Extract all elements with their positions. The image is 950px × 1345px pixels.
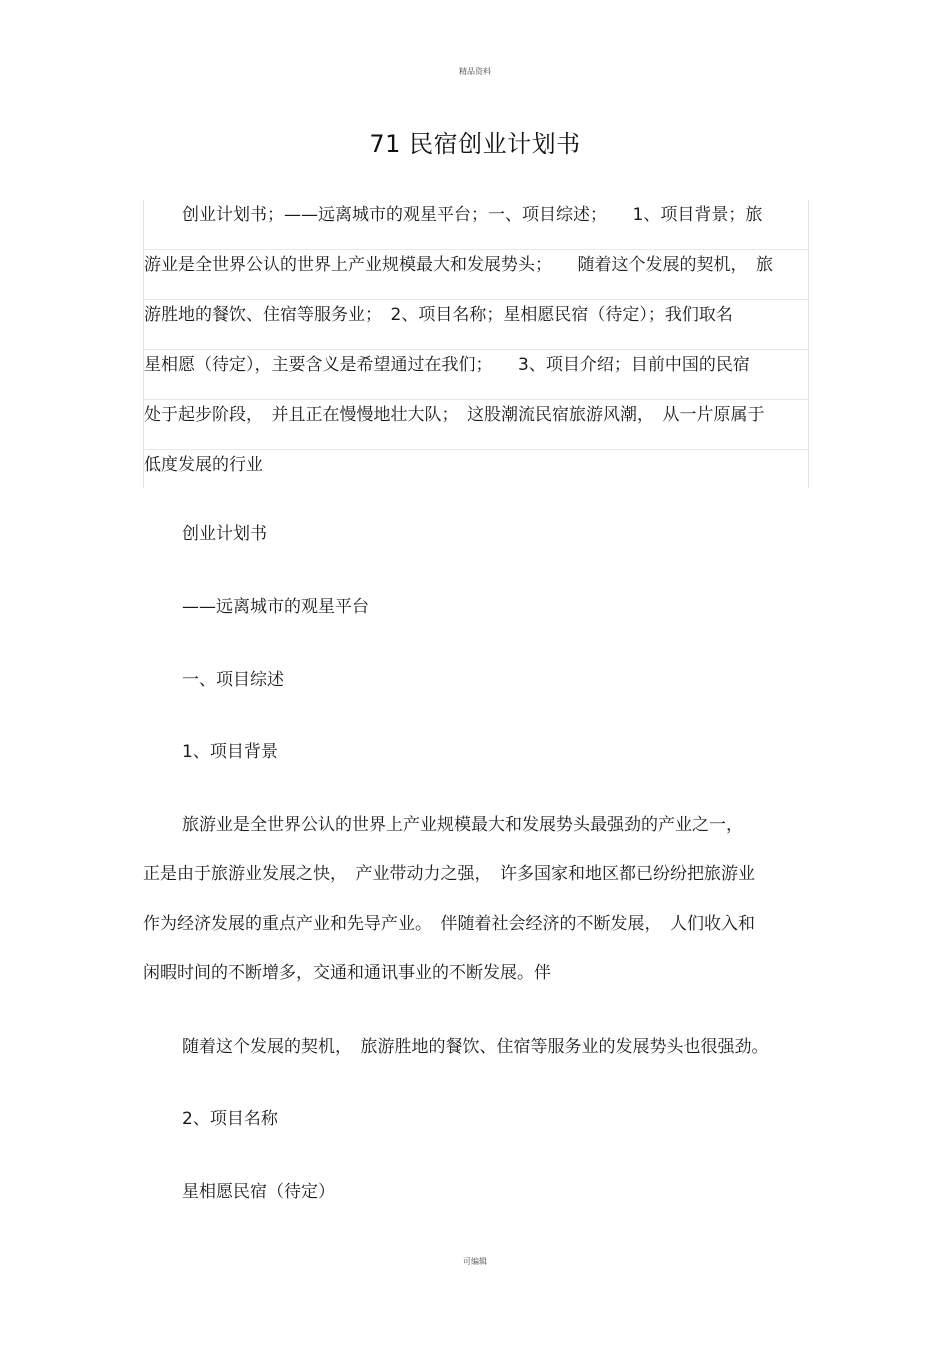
abstract-line-text: 游胜地的餐饮、住宿等服务业； 2、项目名称；星相愿民宿（待定）；我们取名 — [144, 305, 733, 325]
project-name: 星相愿民宿（待定） — [182, 1182, 335, 1202]
abstract-line-text: 低度发展的行业 — [144, 455, 263, 475]
paragraph-line: 作为经济发展的重点产业和先导产业。 伴随着社会经济的不断发展， 人们收入和 — [143, 914, 755, 934]
abstract-line — [144, 400, 808, 450]
page-footer-note: 可编辑 — [463, 1257, 487, 1266]
abstract-line-text: 游业是全世界公认的世界上产业规模最大和发展势头； 随着这个发展的契机， 旅 — [144, 255, 773, 275]
abstract-line-text: 星相愿（待定），主要含义是希望通过在我们； 3、项目介绍；目前中国的民宿 — [144, 355, 750, 375]
document-title: 71 民宿创业计划书 — [369, 130, 581, 158]
abstract-line — [144, 450, 808, 499]
subsection-heading: 2、项目名称 — [182, 1109, 278, 1129]
subsection-heading: 1、项目背景 — [182, 742, 278, 762]
section-heading: 一、项目综述 — [182, 670, 284, 690]
paragraph-line: 旅游业是全世界公认的世界上产业规模最大和发展势头最强劲的产业之一， — [182, 815, 743, 835]
page-header-note: 精品资料 — [459, 67, 491, 76]
abstract-line-text: 创业计划书；——远离城市的观星平台；一、项目综述； 1、项目背景；旅 — [182, 205, 763, 225]
abstract-box — [143, 200, 809, 488]
paragraph-line: 随着这个发展的契机， 旅游胜地的餐饮、住宿等服务业的发展势头也很强劲。 — [182, 1037, 769, 1057]
abstract-line — [144, 350, 808, 400]
abstract-line-text: 处于起步阶段， 并且正在慢慢地壮大队； 这股潮流民宿旅游风潮， 从一片原属于 — [144, 405, 765, 425]
paragraph-line: 闲暇时间的不断增多，交通和通讯事业的不断发展。伴 — [143, 963, 551, 983]
subtitle: ——远离城市的观星平台 — [182, 597, 369, 617]
paragraph-line: 正是由于旅游业发展之快， 产业带动力之强， 许多国家和地区都已纷纷把旅游业 — [143, 864, 755, 884]
heading-plan: 创业计划书 — [182, 524, 267, 544]
abstract-line — [144, 250, 808, 300]
abstract-line — [144, 300, 808, 350]
abstract-line — [144, 200, 808, 250]
